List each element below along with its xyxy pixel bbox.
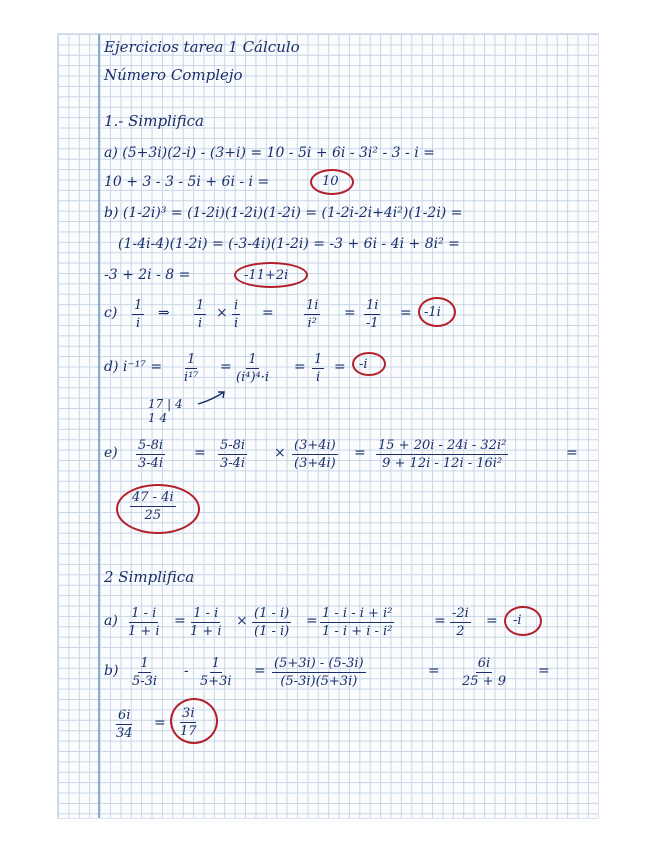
denominator: 5+3i (200, 674, 232, 689)
denominator: i² (307, 316, 317, 331)
exercise-1b-line3: -3 + 2i - 8 = (104, 267, 191, 283)
exercise-1e-fraction-3 (292, 438, 338, 471)
denominator: (i⁴)⁴·i (236, 370, 270, 385)
exercise-1c-equals-1: = (262, 305, 274, 321)
denominator: 34 (116, 726, 133, 741)
numerator: i (234, 298, 239, 313)
answer-circle-2a (504, 606, 542, 636)
denominator: i¹⁷ (184, 370, 199, 385)
answer-1b: -11+2i (244, 268, 289, 283)
denominator: 1 + i (128, 624, 160, 639)
answer-circle-1d (352, 352, 386, 376)
exercise-2b-fraction-1 (132, 656, 157, 689)
numerator: 1 (314, 352, 323, 367)
exercise-1e-equals-1: = (194, 445, 206, 461)
denominator: i (234, 316, 239, 331)
numerator: 1i (306, 298, 319, 313)
numerator: 1 (140, 656, 149, 671)
numerator: 5-8i (220, 438, 246, 453)
exercise-1d-equals-1: = (220, 359, 232, 375)
exercise-2a-equals-4: = (486, 613, 498, 629)
numerator: 1i (366, 298, 379, 313)
exercise-2a-label: a) (104, 613, 118, 629)
exercise-1c-fraction-4 (304, 298, 320, 331)
numerator: (5+3i) - (5-3i) (274, 656, 364, 671)
exercise-2b-equals-4: = (154, 715, 166, 731)
numerator: -2i (452, 606, 469, 621)
exercise-1e-equals-3: = (566, 445, 578, 461)
exercise-1e-label: e) (104, 445, 118, 461)
numerator: 1 - i (193, 606, 219, 621)
exercise-1c-label: c) (104, 305, 118, 321)
answer-2a: -i (513, 613, 522, 628)
exercise-2b-equals-2: = (428, 663, 440, 679)
denominator: (3+4i) (294, 456, 336, 471)
denominator: 25 (144, 508, 162, 523)
exercise-2a-equals-2: = (306, 613, 318, 629)
arrow-up-right-icon (196, 388, 230, 408)
numerator: (1 - i) (254, 606, 290, 621)
denominator: 1 - i + i - i² (322, 624, 393, 639)
denominator: 5-3i (132, 674, 158, 689)
denominator: 3-4i (220, 456, 246, 471)
header-title: Ejercicios tarea 1 Cálculo (104, 38, 300, 56)
numerator: 1 - i - i + i² (322, 606, 393, 621)
denominator: 1 + i (190, 624, 222, 639)
denominator: i (316, 370, 321, 385)
numerator: 47 - 4i (132, 490, 174, 505)
exercise-1d-fraction-3 (312, 352, 324, 385)
exercise-1d-label: d) i⁻¹⁷ = (104, 359, 163, 375)
exercise-1c-fraction-2 (194, 298, 206, 331)
exercise-2b-label: b) (104, 663, 119, 679)
answer-1a: 10 (322, 174, 339, 189)
exercise-2b-equals-3: = (538, 663, 550, 679)
denominator: i (198, 316, 203, 331)
division-note-2: 1 4 (148, 411, 168, 425)
numerator: 6i (477, 656, 491, 671)
numerator: (3+4i) (294, 438, 336, 453)
exercise-1c-equals-3: = (400, 305, 412, 321)
exercise-1d-equals-3: = (334, 359, 346, 375)
exercise-2a-fraction-5 (450, 606, 471, 639)
exercise-1c-times: × (216, 305, 228, 321)
denominator: -1 (365, 316, 379, 331)
numerator: 3i (182, 706, 195, 721)
exercise-1e-fraction-1 (136, 438, 165, 471)
exercise-2a-fraction-4 (320, 606, 394, 639)
exercise-1a-line1: a) (5+3i)(2-i) - (3+i) = 10 - 5i + 6i - 3i² - 3 - i = (104, 145, 435, 161)
section-2-title: 2 Simplifica (104, 568, 195, 586)
exercise-1c-fraction-1 (132, 298, 144, 331)
exercise-2a-equals-1: = (174, 613, 186, 629)
numerator: 6i (118, 708, 131, 723)
exercise-2a-fraction-3 (252, 606, 291, 639)
exercise-1b-line1: b) (1-2i)³ = (1-2i)(1-2i)(1-2i) = (1-2i-2i+4i²)(1-2i) = (104, 205, 463, 221)
exercise-1d-fraction-2 (236, 352, 269, 385)
denominator: 2 (456, 624, 465, 639)
header-subtitle: Número Complejo (104, 66, 243, 84)
answer-1c: -1i (424, 305, 441, 320)
numerator: 15 + 20i - 24i - 32i² (378, 438, 507, 453)
exercise-2b-minus: - (184, 663, 189, 679)
exercise-1a-line2: 10 + 3 - 3 - 5i + 6i - i = (104, 174, 270, 190)
denominator: 9 + 12i - 12i - 16i² (382, 456, 503, 471)
exercise-2b-fraction-3 (272, 656, 366, 689)
denominator: 17 (180, 724, 197, 739)
exercise-1d-fraction-1 (184, 352, 199, 385)
denominator: i (136, 316, 141, 331)
exercise-1c-fraction-3 (232, 298, 240, 331)
numerator: 1 (196, 298, 205, 313)
exercise-1e-equals-2: = (354, 445, 366, 461)
exercise-1e-times: × (274, 445, 286, 461)
exercise-1d-equals-2: = (294, 359, 306, 375)
margin-line (98, 34, 100, 818)
numerator: 1 (134, 298, 143, 313)
exercise-1b-line2: (1-4i-4)(1-2i) = (-3-4i)(1-2i) = -3 + 6i - 4i + 8i² = (118, 236, 460, 252)
numerator: 1 - i (131, 606, 157, 621)
exercise-2a-fraction-1 (128, 606, 160, 639)
denominator: 25 + 9 (462, 674, 506, 689)
numerator: 1 (187, 352, 196, 367)
denominator: (1 - i) (254, 624, 290, 639)
division-note-1: 17 | 4 (148, 397, 183, 411)
denominator: 3-4i (138, 456, 164, 471)
exercise-2b-equals-1: = (254, 663, 266, 679)
exercise-2a-equals-3: = (434, 613, 446, 629)
denominator: (5-3i)(5+3i) (280, 674, 358, 689)
notebook-page (58, 34, 598, 818)
numerator: 1 (248, 352, 257, 367)
exercise-1e-fraction-2 (218, 438, 247, 471)
exercise-2b-fraction-2 (200, 656, 232, 689)
exercise-1c-arrow: ⇒ (158, 305, 170, 321)
section-1-title: 1.- Simplifica (104, 112, 204, 130)
exercise-1c-equals-2: = (344, 305, 356, 321)
numerator: 1 (211, 656, 220, 671)
answer-2b (180, 706, 197, 739)
answer-1e (130, 490, 176, 523)
answer-1d: -i (359, 357, 368, 372)
exercise-1c-fraction-5 (364, 298, 380, 331)
exercise-1e-fraction-4 (376, 438, 508, 471)
exercise-2b-fraction-5 (116, 708, 133, 741)
exercise-2a-times: × (236, 613, 248, 629)
numerator: 5-8i (138, 438, 164, 453)
exercise-2b-fraction-4 (462, 656, 506, 689)
exercise-2a-fraction-2 (190, 606, 222, 639)
